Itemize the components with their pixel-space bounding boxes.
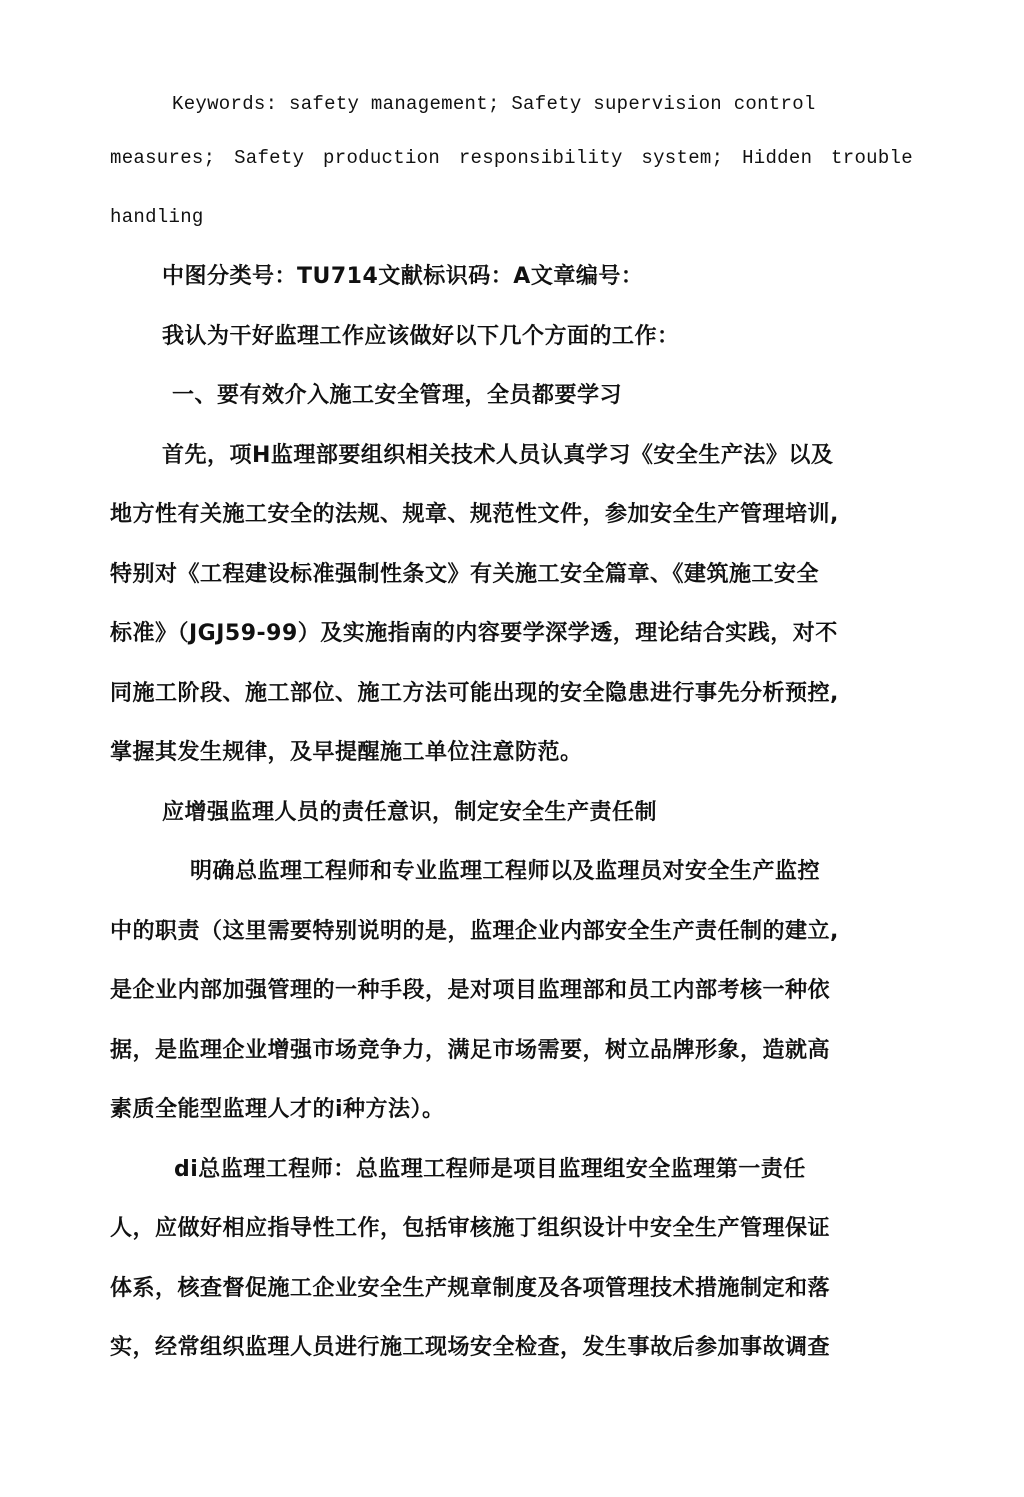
keywords-word: measures; [110, 147, 216, 169]
keywords-line-3: handling [110, 206, 204, 228]
classification-line: 中图分类号：TU714文献标识码：A文章编号： [162, 264, 644, 289]
keywords-word: production [323, 147, 441, 169]
intro-line: 我认为干好监理工作应该做好以下几个方面的工作： [162, 324, 680, 349]
paragraph-1-line-3: 特别对《工程建设标准强制性条文》有关施工安全篇章、《建筑施工安全 [110, 562, 820, 587]
paragraph-1-line-5: 同施工阶段、施工部位、施工方法可能出现的安全隐患进行事先分析预控, [110, 681, 839, 706]
paragraph-2-line-1: 明确总监理工程师和专业监理工程师以及监理员对安全生产监控 [190, 859, 821, 884]
paragraph-3-line-1: di总监理工程师：总监理工程师是项目监理组安全监理第一责任 [174, 1157, 806, 1182]
paragraph-2-line-4: 据，是监理企业增强市场竞争力，满足市场需要，树立品牌形象，造就高 [110, 1038, 831, 1063]
paragraph-1-line-4: 标准》（JGJ59-99）及实施指南的内容要学深学透，理论结合实践，对不 [110, 621, 838, 646]
paragraph-2-line-3: 是企业内部加强管理的一种手段，是对项目监理部和员工内部考核一种依 [110, 978, 831, 1003]
paragraph-2-line-5: 素质全能型监理人才的i种方法）。 [110, 1097, 445, 1122]
paragraph-1-line-1: 首先，项H监理部要组织相关技术人员认真学习《安全生产法》以及 [162, 443, 834, 468]
paragraph-3-line-3: 体系，核查督促施工企业安全生产规章制度及各项管理技术措施制定和落 [110, 1276, 831, 1301]
paragraph-3-line-4: 实，经常组织监理人员进行施工现场安全检查，发生事故后参加事故调查 [110, 1335, 831, 1360]
paragraph-1-line-2: 地方性有关施工安全的法规、规章、规范性文件，参加安全生产管理培训, [110, 502, 839, 527]
keywords-word: Hidden [742, 147, 813, 169]
section-heading-2: 应增强监理人员的责任意识，制定安全生产责任制 [162, 800, 658, 825]
keywords-word: Safety [234, 147, 305, 169]
paragraph-3-line-2: 人，应做好相应指导性工作，包括审核施丁组织设计中安全生产管理保证 [110, 1216, 831, 1241]
section-heading-1: 一、要有效介入施工安全管理，全员都要学习 [172, 383, 623, 408]
keywords-word: trouble [831, 147, 913, 169]
paragraph-1-line-6: 掌握其发生规律，及早提醒施工单位注意防范。 [110, 740, 583, 765]
keywords-line-1: Keywords: safety management; Safety supervision control [172, 93, 816, 115]
paragraph-2-line-2: 中的职责（这里需要特别说明的是，监理企业内部安全生产责任制的建立, [110, 919, 839, 944]
keywords-line-2 [110, 144, 913, 172]
keywords-word: system; [641, 147, 724, 169]
keywords-word: responsibility [458, 147, 623, 169]
